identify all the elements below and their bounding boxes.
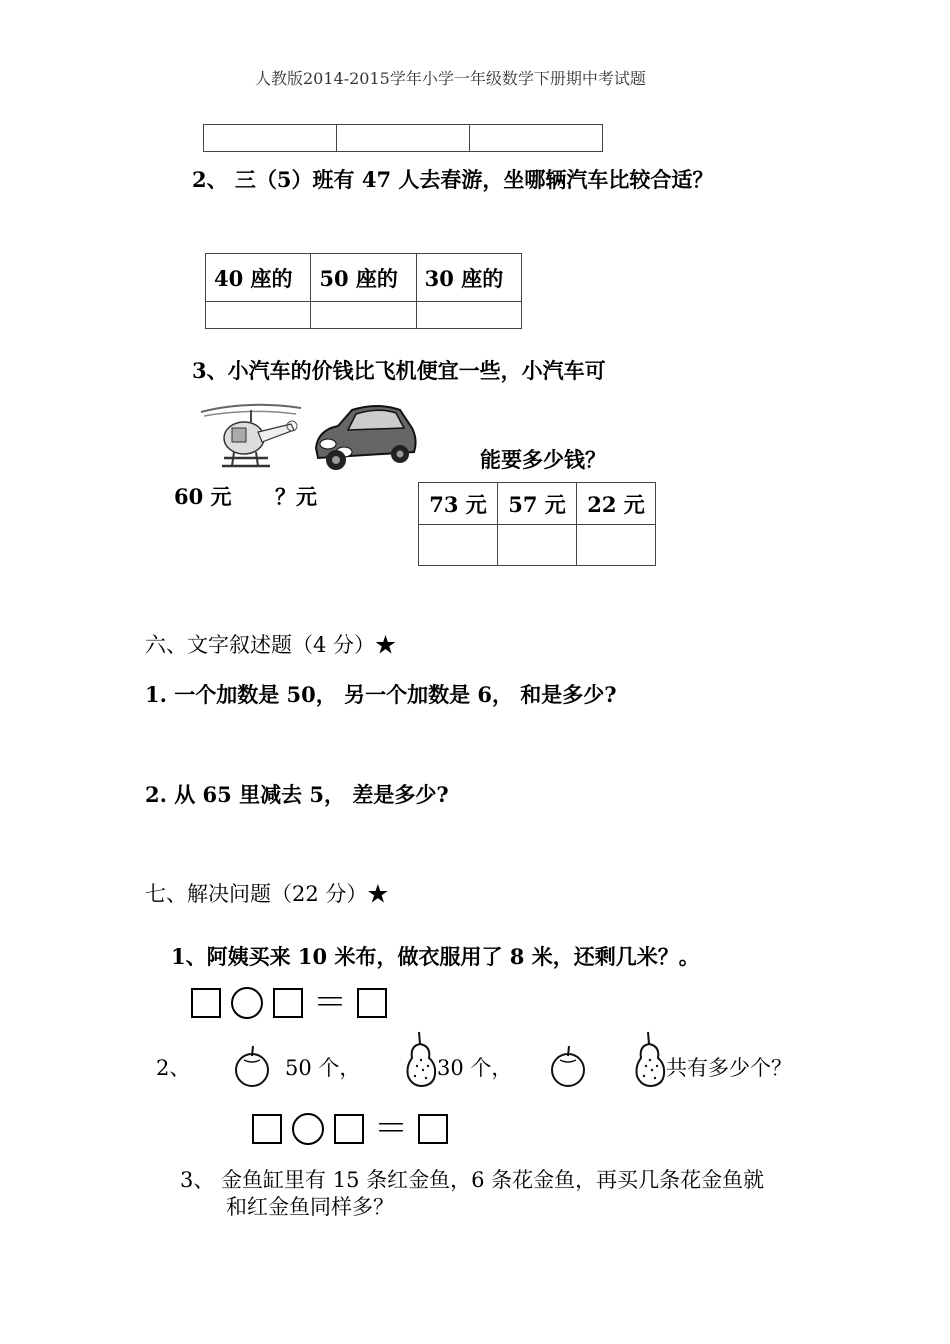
- section-7-title: 七、解决问题（22 分）★: [145, 882, 389, 906]
- price-answer-cell[interactable]: [498, 525, 577, 566]
- price-option-57: 57 元: [498, 483, 577, 525]
- car-price-label: ？元: [275, 484, 317, 509]
- bus-option-30: 30 座的: [416, 254, 521, 302]
- fruit-total-question: 共有多少个？: [666, 1056, 792, 1080]
- question-bus: 2、 三（5）班有 47 人去春游，坐哪辆汽车比较合适？: [192, 167, 714, 192]
- pear-count: 30 个，: [437, 1056, 513, 1080]
- equals-sign: ＝: [374, 1109, 408, 1149]
- prev-answer-table: [203, 124, 603, 152]
- bus-option-40: 40 座的: [206, 254, 311, 302]
- answer-box[interactable]: [334, 1114, 364, 1144]
- question-price: 3、小汽车的价钱比飞机便宜一些，小汽车可: [192, 358, 606, 383]
- helicopter-illustration: [196, 398, 306, 478]
- apple-count: 50 个，: [285, 1056, 361, 1080]
- bus-table: [205, 253, 522, 329]
- price-answer-cell[interactable]: [577, 525, 656, 566]
- answer-cell[interactable]: [470, 125, 603, 152]
- bus-option-50: 50 座的: [311, 254, 416, 302]
- equation-template-1: [191, 983, 397, 1023]
- plane-price-label: 60 元: [174, 484, 232, 509]
- answer-box[interactable]: [357, 988, 387, 1018]
- answer-cell[interactable]: [337, 125, 470, 152]
- answer-cell[interactable]: [204, 125, 337, 152]
- bus-answer-cell[interactable]: [311, 302, 416, 329]
- pear-icon: [404, 1030, 438, 1088]
- equation-template-2: [252, 1109, 458, 1149]
- apple-icon: [232, 1042, 272, 1090]
- pear-icon: [633, 1030, 667, 1088]
- answer-box[interactable]: [252, 1114, 282, 1144]
- section-6-question-1: 1. 一个加数是 50， 另一个加数是 6， 和是多少?: [145, 682, 617, 707]
- operator-circle[interactable]: [292, 1113, 324, 1145]
- section-7-question-2-label: 2、: [156, 1056, 191, 1080]
- section-7-question-1: 1、阿姨买来 10 米布，做衣服用了 8 米，还剩几米？。: [171, 944, 700, 969]
- car-illustration: [308, 400, 420, 475]
- section-6-question-2: 2. 从 65 里减去 5， 差是多少?: [145, 782, 449, 807]
- question-price-continued: 能要多少钱？: [480, 447, 606, 472]
- price-option-22: 22 元: [577, 483, 656, 525]
- bus-answer-cell[interactable]: [416, 302, 521, 329]
- answer-box[interactable]: [418, 1114, 448, 1144]
- apple-icon: [548, 1042, 588, 1090]
- section-7-question-3-line-1: 3、 金鱼缸里有 15 条红金鱼，6 条花金鱼，再买几条花金鱼就: [180, 1168, 765, 1192]
- equals-sign: ＝: [313, 983, 347, 1023]
- price-table: [418, 482, 656, 566]
- answer-box[interactable]: [273, 988, 303, 1018]
- section-7-question-3-line-2: 和红金鱼同样多？: [226, 1195, 394, 1219]
- operator-circle[interactable]: [231, 987, 263, 1019]
- answer-box[interactable]: [191, 988, 221, 1018]
- page-header: 人教版2014-2015学年小学一年级数学下册期中考试题: [255, 69, 646, 88]
- price-option-73: 73 元: [419, 483, 498, 525]
- section-6-title: 六、文字叙述题（4 分）★: [145, 633, 397, 657]
- bus-answer-cell[interactable]: [206, 302, 311, 329]
- price-answer-cell[interactable]: [419, 525, 498, 566]
